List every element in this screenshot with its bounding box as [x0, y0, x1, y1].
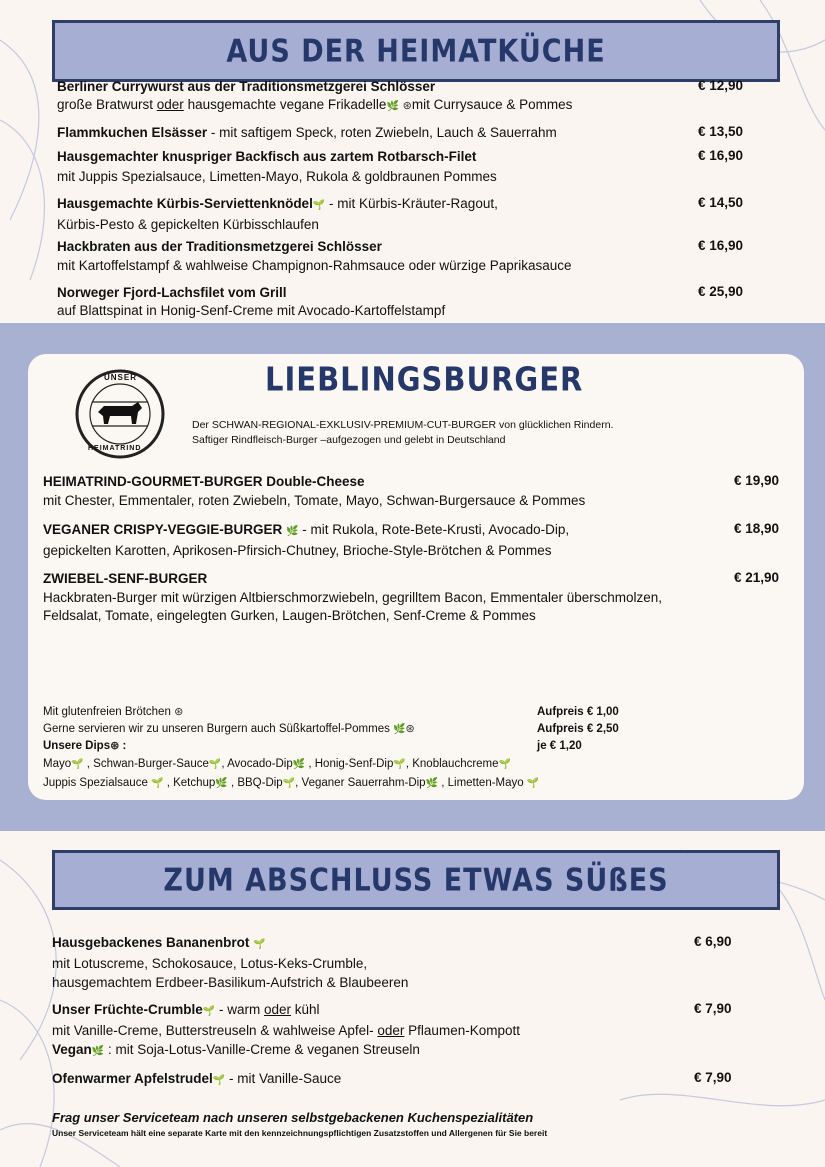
item-name: Flammkuchen Elsässer — [57, 125, 208, 140]
vegetarian-icon: 🌱 — [526, 778, 540, 789]
vegan-icon: 🌿 — [292, 759, 306, 770]
item-description: Kürbis-Pesto & gepickelten Kürbisschlaufen — [57, 217, 319, 232]
menu-item-kuerbis: Hausgemachte Kürbis-Serviettenknödel🌱 - mit Kürbis-Kräuter-Ragout, Kürbis-Pesto & gepickelten Kürbisschlaufen — [57, 196, 498, 232]
item-description: große Bratwurst oder hausgemachte vegane Frikadelle🌿 ⊛mit Currysauce & Pommes — [57, 97, 573, 112]
dessert-title: ZUM ABSCHLUSS ETWAS SÜßES — [163, 862, 669, 898]
item-description: Hackbraten-Burger mit würzigen Altbierschmorzwiebeln, gegrilltem Bacon, Emmentaler überschmolzen, — [43, 590, 663, 605]
burger-intro-2: Saftiger Rindfleisch-Burger –aufgezogen und gelebt in Deutschland — [192, 434, 506, 446]
menu-item-flammkuchen — [57, 124, 557, 142]
menu-item-currywurst — [57, 78, 572, 116]
item-name: VEGANER CRISPY-VEGGIE-BURGER — [43, 522, 283, 537]
item-description-2: Feldsalat, Tomate, eingelegten Gurken, Laugen-Brötchen, Senf-Creme & Pommes — [43, 608, 536, 623]
menu-item-lachsfilet — [57, 284, 445, 320]
vegetarian-icon: 🌱 — [253, 939, 266, 950]
item-price: € 13,50 — [698, 124, 744, 139]
extra-dips-heading: Unsere Dips⊛ : — [43, 740, 127, 752]
item-description: gepickelten Karotten, Aprikosen-Pfirsich-Chutney, Brioche-Style-Brötchen & Pommes — [43, 543, 552, 558]
item-name: Ofenwarmer Apfelstrudel — [52, 1071, 213, 1086]
extra-price-2: Aufpreis € 2,50 — [537, 723, 619, 735]
extra-gluten-free: Mit glutenfreien Brötchen ⊛ — [43, 706, 184, 718]
item-price: € 7,90 — [694, 1001, 732, 1016]
item-name: Norweger Fjord-Lachsfilet vom Grill — [57, 285, 287, 300]
vegetarian-icon: 🌱 — [71, 759, 84, 770]
item-name: Unser Früchte-Crumble — [52, 1002, 203, 1017]
gluten-free-icon: ⊛ — [174, 706, 184, 718]
item-name: Berliner Currywurst aus der Traditionsmetzgerei Schlösser — [57, 79, 436, 94]
item-price: € 7,90 — [694, 1070, 732, 1085]
item-price: € 19,90 — [734, 473, 780, 488]
extra-price-3: je € 1,20 — [537, 740, 582, 752]
item-price: € 12,90 — [698, 78, 744, 93]
heimat-title: AUS DER HEIMATKÜCHE — [226, 33, 606, 69]
vegan-icon: 🌿 — [386, 101, 399, 112]
item-name: Hausgemachter knuspriger Backfisch aus zartem Rotbarsch-Filet — [57, 149, 477, 164]
item-description-2: hausgemachtem Erdbeer-Basilikum-Aufstrich & Blaubeeren — [52, 975, 409, 990]
extra-sweet-potato: Gerne servieren wir zu unseren Burgern auch Süßkartoffel-Pommes 🌿⊛ — [43, 723, 415, 735]
gluten-free-icon: ⊛ — [110, 740, 120, 752]
item-price: € 16,90 — [698, 148, 744, 163]
menu-item-bananenbrot — [52, 934, 408, 992]
footer-kuchen: Frag unser Serviceteam nach unseren selbstgebackenen Kuchenspezialitäten — [52, 1110, 534, 1125]
heimat-banner — [52, 20, 780, 82]
menu-item-hackbraten — [57, 238, 572, 275]
burger-intro-1: Der SCHWAN-REGIONAL-EXKLUSIV-PREMIUM-CUT-BURGER von glücklichen Rindern. — [192, 419, 614, 431]
item-price: € 6,90 — [694, 934, 732, 949]
dips-line-1: Mayo🌱 , Schwan-Burger-Sauce🌱, Avocado-Dip🌿 , Honig-Senf-Dip🌱, Knoblauchcreme🌱 — [43, 758, 511, 770]
item-price: € 18,90 — [734, 521, 780, 536]
vegan-icon: 🌿 — [393, 724, 406, 735]
vegan-icon: 🌿 — [425, 778, 439, 789]
item-price: € 21,90 — [734, 570, 780, 585]
vegan-option: Vegan🌿 : mit Soja-Lotus-Vanille-Creme & veganen Streuseln — [52, 1042, 420, 1057]
vegetarian-icon: 🌱 — [208, 759, 222, 770]
menu-item-backfisch — [57, 148, 497, 186]
vegan-icon: 🌿 — [91, 1046, 105, 1057]
item-name: ZWIEBEL-SENF-BURGER — [43, 571, 208, 586]
item-description: mit Lotuscreme, Schokosauce, Lotus-Keks-Crumble, — [52, 956, 368, 971]
vegetarian-icon: 🌱 — [212, 1075, 226, 1086]
dips-line-2: Juppis Spezialsauce 🌱 , Ketchup🌿 , BBQ-Dip🌱, Veganer Sauerrahm-Dip🌿 , Limetten-Mayo 🌱 — [43, 777, 540, 789]
footer-allergens: Unser Serviceteam hält eine separate Karte mit den kennzeichnungspflichtigen Zusatzstoffen und Allergenen für Sie bereit — [52, 1128, 548, 1138]
item-name: Hausgemachte Kürbis-Serviettenknödel — [57, 196, 313, 211]
item-description: - mit saftigem Speck, roten Zwiebeln, Lauch & Sauerrahm — [207, 125, 557, 140]
extra-price-1: Aufpreis € 1,00 — [537, 706, 619, 718]
menu-item-gourmet-burger — [43, 473, 585, 510]
vegetarian-icon: 🌱 — [202, 1006, 216, 1017]
item-price: € 14,50 — [698, 195, 744, 210]
vegan-icon: 🌿 — [215, 778, 228, 789]
menu-item-zwiebel-burger — [43, 570, 662, 625]
menu-item-crumble: Unser Früchte-Crumble🌱 - warm oder kühl mit Vanille-Creme, Butterstreuseln & wahlweise Apfel- oder Pflaumen-Kompott Vegan🌿 : mit Soja-Lotus-Vanille-Creme & veganen Streuseln — [52, 1001, 520, 1061]
vegetarian-icon: 🌱 — [151, 778, 164, 789]
vegetarian-icon: 🌱 — [282, 778, 296, 789]
dessert-banner — [52, 850, 780, 910]
gluten-free-icon: ⊛ — [402, 100, 412, 112]
item-name: Hackbraten aus der Traditionsmetzgerei Schlösser — [57, 239, 382, 254]
logo-text-top: UNSER — [104, 373, 138, 382]
menu-item-apfelstrudel: Ofenwarmer Apfelstrudel🌱 - mit Vanille-Sauce — [52, 1071, 342, 1086]
logo-text-bottom: HEIMATRIND — [88, 445, 142, 452]
burger-title: LIEBLINGSBURGER — [265, 359, 584, 399]
item-description: mit Vanille-Creme, Butterstreuseln & wahlweise Apfel- oder Pflaumen-Kompott — [52, 1023, 520, 1038]
vegetarian-icon: 🌱 — [498, 759, 511, 770]
vegetarian-icon: 🌱 — [393, 759, 406, 770]
item-name: HEIMATRIND-GOURMET-BURGER Double-Cheese — [43, 474, 365, 489]
item-price: € 25,90 — [698, 284, 744, 299]
item-description: mit Chester, Emmentaler, roten Zwiebeln, Tomate, Mayo, Schwan-Burgersauce & Pommes — [43, 493, 586, 508]
item-description: mit Kartoffelstampf & wahlweise Champignon-Rahmsauce oder würzige Paprikasauce — [57, 258, 572, 273]
item-description: mit Juppis Spezialsauce, Limetten-Mayo, Rukola & goldbraunen Pommes — [57, 169, 497, 184]
item-price: € 16,90 — [698, 238, 744, 253]
gluten-free-icon: ⊛ — [405, 723, 415, 735]
item-description: auf Blattspinat in Honig-Senf-Creme mit Avocado-Kartoffelstampf — [57, 303, 446, 318]
vegan-icon: 🌿 — [286, 526, 299, 537]
vegetarian-icon: 🌱 — [312, 200, 326, 211]
menu-item-veggie-burger: VEGANER CRISPY-VEGGIE-BURGER 🌿 - mit Rukola, Rote-Bete-Krusti, Avocado-Dip, gepickelten Karotten, Aprikosen-Pfirsich-Chutney, Brioche-Style-Brötchen & Pommes — [43, 522, 570, 558]
item-name: Hausgebackenes Bananenbrot — [52, 935, 250, 950]
